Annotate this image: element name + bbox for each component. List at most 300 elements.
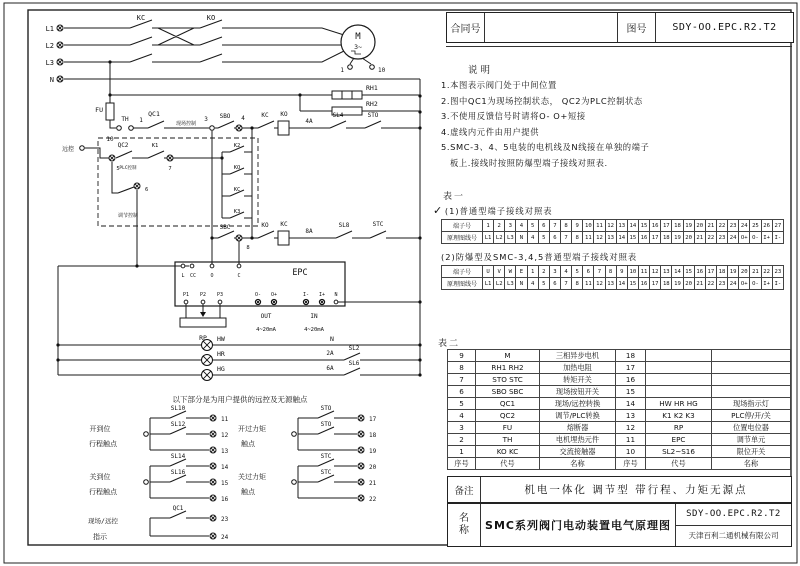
cell: 4 [516,220,527,232]
cell: 7 [560,232,571,244]
cell: 3 [505,220,516,232]
label-k2: K2 [233,143,241,149]
cell [712,362,791,374]
cell: 8 [448,362,476,374]
label-stc-b: STC [320,469,332,476]
label-ko-hold: KO [233,165,241,171]
cell: O+ [739,232,750,244]
label-term14: 14 [221,464,229,471]
label-indicator-2: 指示 [93,533,107,541]
label-sbc: SBC [219,224,231,231]
table-row [448,422,791,434]
cell: 22 [716,220,727,232]
label-epc-p2: P2 [199,292,207,298]
label-epc-i-plus: I+ [318,292,326,298]
cell: 23 [728,220,739,232]
cell: 代号 [476,458,540,470]
cell: 14 [616,398,646,410]
cell: 11 [583,278,594,290]
cell: 4 [527,232,538,244]
label-sto-b: STO [320,421,332,428]
label-rp: RP [199,334,207,342]
terminal-remote [80,146,85,151]
row-header: 原理图线号 [442,232,483,244]
company-name: 天津百利二通机械有限公司 [688,531,779,541]
label-hr: HR [217,350,225,358]
label-sl14: SL14 [170,453,186,460]
label-wire6a: 6A [326,365,334,372]
cell: 20 [694,220,705,232]
label-term8: 8 [246,245,250,251]
cell: 5 [538,232,549,244]
label-term16: 16 [221,496,229,503]
cell: 18 [661,232,672,244]
cell: 14 [616,232,627,244]
label-sl2: SL2 [348,345,360,352]
label-term22: 22 [369,496,377,503]
cell: 11 [638,266,649,278]
terminal-4 [236,125,242,131]
cell: 交流接触器 [540,446,616,458]
cell: 23 [772,266,783,278]
terminal-3 [210,126,215,131]
cell: 5 [527,220,538,232]
cell: 26 [761,220,772,232]
terminal-N [57,76,63,82]
table2-title: 表二 [438,339,461,349]
label-sl10: SL10 [170,405,186,412]
terminal-L2 [57,42,63,48]
terminal-L1 [57,25,63,31]
notes-list [441,78,793,171]
cell: 7 [549,220,560,232]
cell: 加热电阻 [540,362,616,374]
cell: 19 [728,266,739,278]
label-sl6: SL6 [348,360,360,367]
cell: RH1 RH2 [476,362,540,374]
label-epc-p1: P1 [182,292,190,298]
label-wire10: 10 [106,136,114,143]
remark-value: 机电一体化 调节型 带行程、力矩无源点 [524,484,748,496]
label-motor: M [355,32,361,42]
cell: 11 [583,232,594,244]
label-term21: 21 [369,480,377,487]
cell: N [516,232,527,244]
table-row [448,398,791,410]
cell: 转矩开关 [540,374,616,386]
title-block [446,12,794,43]
cell: O+ [739,278,750,290]
label-close-travel-2: 行程触点 [89,488,117,496]
cell: K1 K2 K3 [646,410,712,422]
cell: 3 [448,422,476,434]
label-l3: L3 [45,59,54,67]
cell [646,362,712,374]
cell: SBO SBC [476,386,540,398]
coil-kc-symbol [278,231,289,245]
cell: 10 [616,446,646,458]
label-remote: 远控 [61,146,74,153]
table-row [442,278,784,290]
label-kc-interlock: KC [261,112,269,119]
label-k1: K1 [151,143,159,149]
cell: 16 [650,220,661,232]
note-line-2: 2.图中QC1为现场控制状态， QC2为PLC控制状态 [441,95,643,106]
cell: 7 [594,266,605,278]
label-term11: 11 [221,416,229,423]
cell: 限位开关 [712,446,791,458]
table-row [448,374,791,386]
rp-wiper-arrow [200,312,206,317]
label-in-range: 4~20mA [304,327,324,333]
label-hg: HG [217,365,225,373]
cell: 21 [705,220,716,232]
cell: 21 [750,266,761,278]
label-close-torque-2: 触点 [241,488,255,496]
table-row [448,362,791,374]
label-open-torque-1: 开过力矩 [238,425,266,433]
cell: O- [750,232,761,244]
note-line-4: 4.虚线内元件由用户提供 [441,126,540,137]
cell: 现场指示灯 [712,398,791,410]
cell: 7 [448,374,476,386]
cell: 15 [616,386,646,398]
label-term17: 17 [369,416,377,423]
coil-ko-symbol [278,121,289,135]
cell: PLC停/开/关 [712,410,791,422]
terminal-L3 [57,59,63,65]
label-field-control: 现场控制 [175,121,197,127]
label-epc-i-minus: I- [302,292,310,298]
cell: 13 [661,266,672,278]
motor-terminal-1 [348,65,353,70]
label-motor-term10: 10 [378,67,386,74]
label-wire-n: N [330,335,334,343]
cell: 16 [616,374,646,386]
cell: 15 [627,278,638,290]
contract-no-value [485,13,618,42]
label-motor-term1: 1 [340,67,344,74]
cell: I+ [761,232,772,244]
cell: 5 [448,398,476,410]
label-term7: 7 [168,166,172,172]
cell: 8 [572,232,583,244]
label-close-torque-1: 关过力矩 [238,473,266,481]
cell: L2 [494,278,505,290]
cell: 名称 [540,458,616,470]
cell: 12 [605,220,616,232]
cell: 9 [448,350,476,362]
drawing-name: SMC系列阀门电动装置电气原理图 [485,519,671,532]
label-sl4: SL4 [332,112,344,119]
cell: 8 [572,278,583,290]
cell: 15 [638,220,649,232]
cell: U [483,266,494,278]
label-term15: 15 [221,480,229,487]
cell: 18 [616,350,646,362]
label-ko-power: KO [206,14,216,22]
label-hw: HW [217,335,225,343]
label-close-travel-1: 关到位 [89,473,111,481]
cell: 4 [527,278,538,290]
cell: 24 [728,232,739,244]
check-mark: ✓ [433,204,443,217]
cell: 24 [739,220,750,232]
drawing-no-value: SDY-OO.EPC.R2.T2 [672,22,777,33]
label-term13: 13 [221,448,229,455]
label-th: TH [121,116,129,123]
label-out-range: 4~20mA [256,327,276,333]
cell: 8 [605,266,616,278]
label-epc-o-plus: O+ [270,292,278,298]
lamp-hr [202,355,213,366]
cell: FU [476,422,540,434]
cell: 21 [694,278,705,290]
label-epc-c: C [237,273,241,279]
label-epc-n: N [334,292,338,298]
label-kc-hold: KC [233,187,241,193]
label-sto-a: STO [320,405,332,412]
cell: 序号 [616,458,646,470]
cell: L1 [483,278,494,290]
label-sl12: SL12 [170,421,186,428]
cell: O- [750,278,761,290]
cell: 2 [538,266,549,278]
label-motor-phase: 3~ [354,43,362,51]
cell: 25 [750,220,761,232]
label-epc-p3: P3 [216,292,224,298]
cell: M [476,350,540,362]
cell: 19 [672,232,683,244]
cell: W [505,266,516,278]
note-line-5: 5.SMC-3、4、5电装的电机线及N线接在单独的端子 [441,142,650,152]
table-row [442,266,784,278]
cell: 4 [448,410,476,422]
label-stc-line: STC [372,221,384,228]
label-kc-power: KC [136,14,146,22]
cell: 调节/PLC转换 [540,410,616,422]
cell: 16 [638,232,649,244]
table1-sub2: (2)防爆型及SMC-3,4,5普通型端子接线对照表 [441,252,638,262]
label-term18: 18 [369,432,377,439]
cell: 20 [739,266,750,278]
cell: V [494,266,505,278]
cell: 19 [683,220,694,232]
cell: 电机埋热元件 [540,434,616,446]
label-epc: EPC [292,268,308,278]
cell: 2 [494,220,505,232]
label-n: N [49,76,54,84]
cell [646,386,712,398]
cell: 13 [616,220,627,232]
label-wire4a: 4A [305,118,313,125]
lamp-hg [202,370,213,381]
label-term24: 24 [221,534,229,541]
cell: HW HR HG [646,398,712,410]
cell: E [516,266,527,278]
cell: L1 [483,232,494,244]
label-epc-o: O [210,273,214,279]
cell: STO STC [476,374,540,386]
cell: SL2~S16 [646,446,712,458]
label-epc-o-minus: O- [254,292,262,298]
title-block-underline [446,46,792,47]
cell: 22 [761,266,772,278]
table1-title: 表一 [443,192,466,202]
label-rh2: RH2 [366,100,378,108]
label-term12: 12 [221,432,229,439]
cell: 22 [705,278,716,290]
label-wire1: 1 [139,117,143,124]
heater-rh1-symbol [332,91,362,99]
label-term3: 3 [204,116,208,123]
label-user-note: 以下部分是为用户提供的远控及无源触点 [172,395,308,404]
table-row [448,386,791,398]
cell: 13 [605,232,616,244]
label-open-travel-2: 行程触点 [89,440,117,448]
label-adjust-control: 调节控制 [117,213,139,219]
cell: 14 [616,278,627,290]
rp-potentiometer-symbol [180,318,226,327]
note-line-6: 板上.接线时按照防爆型端子接线对照表. [450,157,608,168]
drawing-id-cell [675,504,791,546]
drawing-no-label: 图号 [618,13,656,42]
label-wire8a: 8A [305,228,313,235]
label-indicator-1: 现场/远控 [88,517,118,525]
label-k3: K3 [233,209,241,215]
label-term23: 23 [221,516,229,523]
cell: 15 [683,266,694,278]
cell: 2 [448,434,476,446]
label-sl8: SL8 [338,222,350,229]
label-sbo: SBO [219,113,231,120]
cell: 6 [538,220,549,232]
cell: I- [772,278,783,290]
cell: 16 [694,266,705,278]
label-term20: 20 [369,464,377,471]
label-open-torque-2: 触点 [241,440,255,448]
label-term6: 6 [145,187,149,193]
label-l1: L1 [45,25,54,33]
terminal-table-normal [441,219,784,244]
cell: 11 [616,434,646,446]
label-open-travel-1: 开到位 [89,425,111,433]
cell: 现场/远控转换 [540,398,616,410]
cell: 6 [583,266,594,278]
cell: QC2 [476,410,540,422]
cell: 17 [661,220,672,232]
cell: 18 [661,278,672,290]
cell: 19 [672,278,683,290]
table1-sub1-row [433,204,553,217]
note-line-1: 1.本图表示阀门处于中间位置 [441,80,557,90]
cell: 调节单元 [712,434,791,446]
cell: 3 [549,266,560,278]
label-stc-a: STC [320,453,332,460]
cell: 23 [716,232,727,244]
cell: 9 [616,266,627,278]
cell: 27 [772,220,783,232]
cell: 位置电位器 [712,422,791,434]
cell: 10 [627,266,638,278]
cell: 24 [728,278,739,290]
cell: 17 [705,266,716,278]
remark-label: 备注 [448,477,481,502]
cell: 序号 [448,458,476,470]
terminal-table-explosionproof [441,265,784,290]
row-header: 端子号 [442,266,483,278]
cell: L2 [494,232,505,244]
row-header: 原理图线号 [442,278,483,290]
cell: 17 [650,278,661,290]
cell: 23 [716,278,727,290]
notes-title: 说 明 [468,65,491,76]
cell: N [516,278,527,290]
label-qc1: QC1 [148,110,160,118]
cell: 13 [616,410,646,422]
label-wire2a: 2A [326,350,334,357]
cell: 6 [448,386,476,398]
cell: 22 [705,232,716,244]
cell: 8 [560,220,571,232]
cell: 7 [560,278,571,290]
cell: 12 [594,232,605,244]
label-term19: 19 [369,448,377,455]
cell: 5 [572,266,583,278]
label-ko-coil: KO [280,111,288,118]
name-label-cell [448,504,481,546]
label-l2: L2 [45,42,54,50]
cell: 14 [672,266,683,278]
label-rh1: RH1 [366,84,378,92]
table-row [448,350,791,362]
cell: TH [476,434,540,446]
label-ko-interlock: KO [261,222,269,229]
table-footer-row [448,458,791,470]
label-qc2: QC2 [117,142,129,149]
cell: 21 [694,232,705,244]
cell: 名称 [712,458,791,470]
cell: 1 [483,220,494,232]
motor-terminal-10 [370,65,375,70]
label-fu: FU [95,106,103,114]
label-plc-control: PLC控制 [119,166,137,171]
terminal-5 [109,155,115,161]
terminal-8 [236,235,242,241]
label-epc-l: L [181,273,185,279]
cell: I+ [761,278,772,290]
cell: 三相异步电机 [540,350,616,362]
cell: 5 [538,278,549,290]
table-row [448,434,791,446]
cell: 熔断器 [540,422,616,434]
cell: 1 [448,446,476,458]
cell: 4 [560,266,571,278]
table-row [448,410,791,422]
drawing-no-bottom: SDY-OO.EPC.R2.T2 [676,504,791,526]
cell: 17 [650,232,661,244]
table-row [442,220,784,232]
cell: 12 [650,266,661,278]
contract-no-label: 合同号 [447,13,485,42]
label-sl16: SL16 [170,469,186,476]
cell: RP [646,422,712,434]
cell: 17 [616,362,646,374]
cell: QC1 [476,398,540,410]
cell: 12 [616,422,646,434]
cell: 14 [627,220,638,232]
cell: 16 [638,278,649,290]
